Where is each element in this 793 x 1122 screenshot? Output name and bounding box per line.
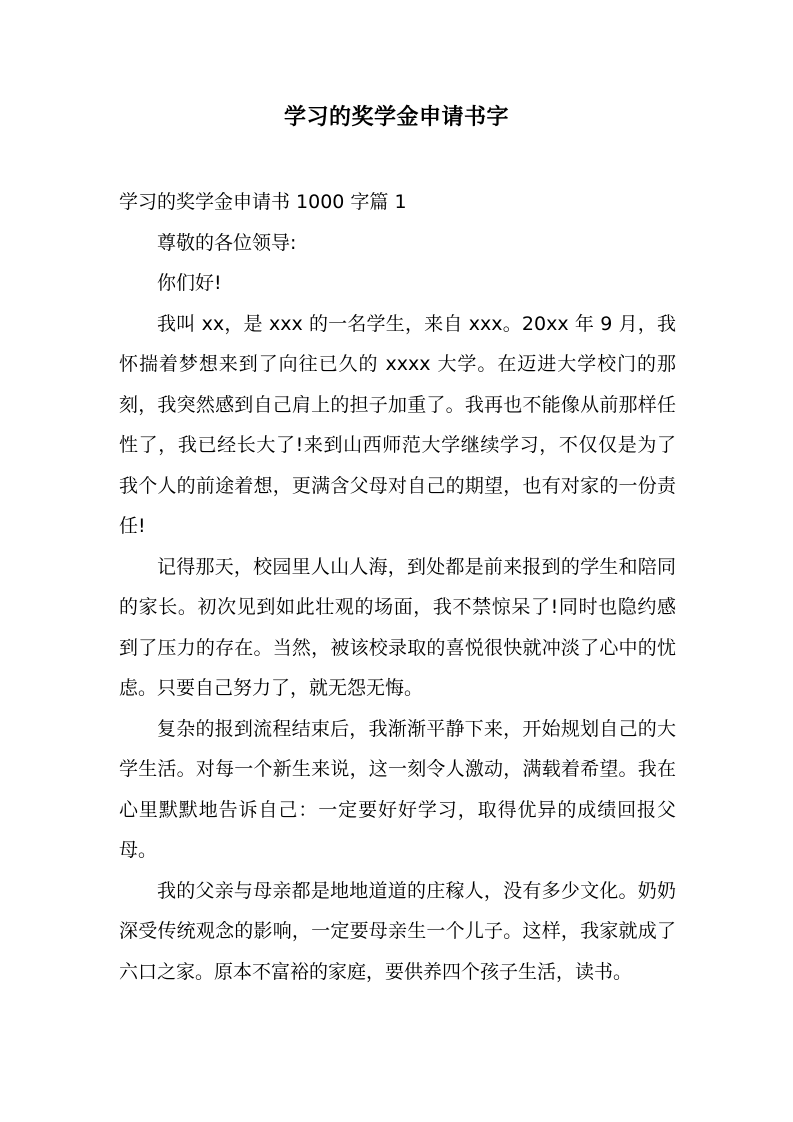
- section-heading: 学习的奖学金申请书 1000 字篇 1: [119, 191, 407, 213]
- body-paragraph: 记得那天，校园里人山人海，到处都是前来报到的学生和陪同的家长。初次见到如此壮观的场面，我不禁惊呆了!同时也隐约感到了压力的存在。当然，被该校录取的喜悦很快就冲淡了心中的忧虑。只要自己努力了，就无怨无悔。: [119, 555, 676, 699]
- document-body: [119, 182, 676, 992]
- body-paragraph: 复杂的报到流程结束后，我渐渐平静下来，开始规划自己的大学生活。对每一个新生来说，这一刻令人激动，满载着希望。我在心里默默地告诉自己：一定要好好学习，取得优异的成绩回报父母。: [119, 717, 676, 861]
- greeting: 你们好!: [157, 272, 222, 294]
- document-title: 学习的奖学金申请书字: [283, 105, 509, 130]
- salutation: 尊敬的各位领导:: [157, 231, 297, 254]
- body-paragraph: 我的父亲与母亲都是地地道道的庄稼人，没有多少文化。奶奶深受传统观念的影响，一定要母亲生一个儿子。这样，我家就成了六口之家。原本不富裕的家庭，要供养四个孩子生活，读书。: [119, 879, 676, 983]
- body-paragraph: 我叫 xx，是 xxx 的一名学生，来自 xxx。20xx 年 9 月，我怀揣着梦想来到了向往已久的 xxxx 大学。在迈进大学校门的那刻，我突然感到自己肩上的担子加重了。我再也不能像从前那样任性了，我已经长大了!来到山西师范大学继续学习，不仅仅是为了我个人的前途着想，更满含父母对自己的期望，也有对家的一份责任!: [119, 312, 676, 537]
